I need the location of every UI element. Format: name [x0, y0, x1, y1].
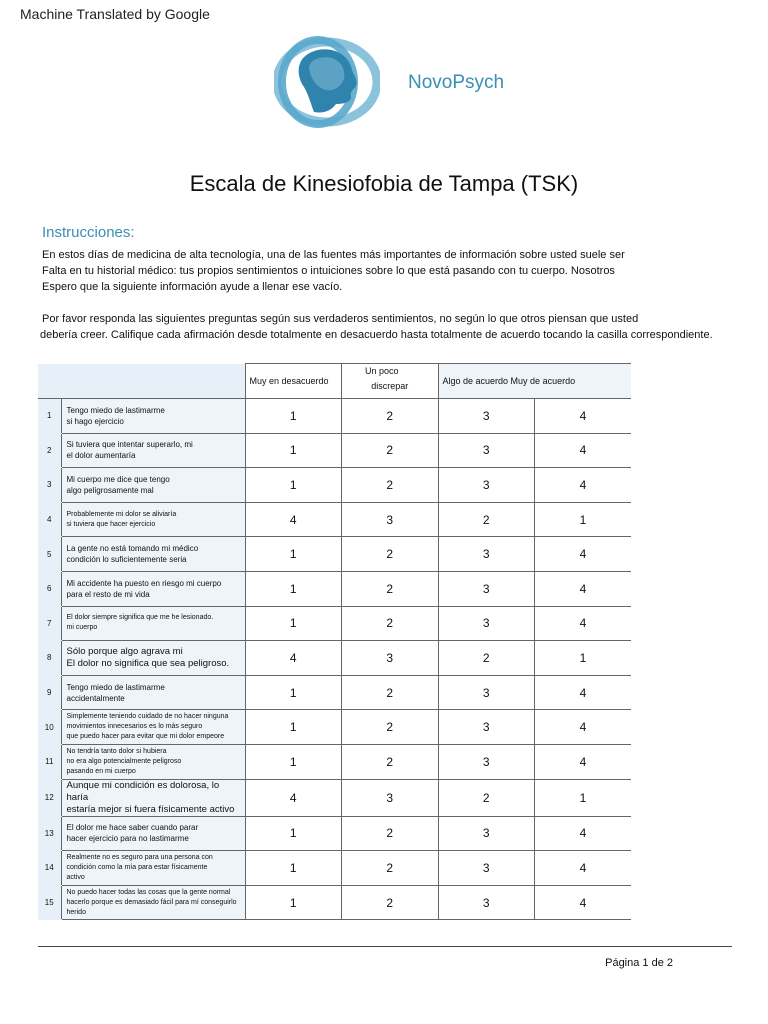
rating-cell[interactable]: 3 [342, 641, 439, 676]
rating-cell[interactable]: 2 [342, 710, 439, 745]
statement-line: mi cuerpo [66, 624, 98, 632]
brand-name: NovoPsych [408, 72, 505, 93]
tsk-rating-table [38, 363, 631, 920]
rating-cell[interactable]: 4 [535, 571, 632, 606]
statement-line: Si tuviera que intentar superarlo, mi [66, 440, 193, 450]
table-header-row [38, 364, 631, 399]
item-number: 12 [38, 779, 61, 816]
rating-cell[interactable]: 1 [535, 779, 632, 816]
rating-cell[interactable]: 3 [438, 399, 535, 434]
paragraph-line: En estos días de medicina de alta tecnología, una de las fuentes más importantes de información sobre usted suele ser [42, 249, 625, 261]
document-title: Escala de Kinesiofobia de Tampa (TSK) [189, 171, 579, 196]
item-number: 6 [38, 571, 61, 606]
statement-line: para el resto de mi vida [66, 589, 150, 599]
rating-cell[interactable]: 4 [535, 816, 632, 851]
statement-line: condición lo suficientemente seria [66, 555, 187, 565]
table-row [38, 571, 631, 606]
rating-cell[interactable]: 3 [438, 710, 535, 745]
table-row [38, 468, 631, 503]
rating-cell[interactable]: 4 [535, 399, 632, 434]
rating-cell[interactable]: 4 [535, 433, 632, 468]
rating-cell[interactable]: 4 [535, 537, 632, 572]
rating-cell[interactable]: 3 [438, 675, 535, 710]
rating-cell[interactable]: 1 [245, 571, 342, 606]
header-line: Un poco [364, 365, 399, 376]
item-statement [61, 433, 245, 468]
statement-line: Probablemente mi dolor se aliviaría [66, 510, 177, 518]
rating-cell[interactable]: 3 [438, 606, 535, 641]
rating-cell[interactable]: 4 [245, 641, 342, 676]
statement-line: El dolor no significa que sea peligroso. [66, 657, 230, 669]
rating-cell[interactable]: 1 [245, 816, 342, 851]
item-number: 13 [38, 816, 61, 851]
footer-divider [38, 946, 732, 947]
statement-line: condición como la mía para estar físicamente [66, 863, 208, 871]
statement-line: Realmente no es seguro para una persona con [66, 853, 213, 861]
rating-cell[interactable]: 3 [438, 744, 535, 779]
item-statement [61, 779, 245, 816]
statement-line: si hago ejercicio [66, 416, 124, 426]
header-line: discrepar [371, 380, 409, 391]
statement-line: hacer ejercicio para no lastimarme [66, 834, 189, 844]
statement-line: movimientos innecesarios es lo más seguro [66, 723, 203, 731]
rating-cell[interactable]: 1 [535, 641, 632, 676]
rating-cell[interactable]: 3 [438, 433, 535, 468]
rating-cell[interactable]: 2 [342, 675, 439, 710]
rating-cell[interactable]: 2 [438, 502, 535, 537]
rating-cell[interactable]: 2 [342, 851, 439, 886]
item-number: 5 [38, 537, 61, 572]
table-row [38, 502, 631, 537]
item-number: 9 [38, 675, 61, 710]
rating-cell[interactable]: 1 [245, 851, 342, 886]
statement-line: que puedo hacer para evitar que mi dolor empeore [66, 733, 225, 741]
page-number: Página 1 de 2 [605, 957, 673, 969]
paragraph-line: Por favor responda las siguientes preguntas según sus verdaderos sentimientos, no según lo que otros piensan que usted [42, 313, 639, 325]
statement-line: Simplemente teniendo cuidado de no hacer ninguna [66, 713, 229, 721]
item-statement [61, 885, 245, 920]
item-statement [61, 502, 245, 537]
instructions-heading: Instrucciones: [42, 224, 135, 241]
rating-cell[interactable]: 1 [245, 433, 342, 468]
rating-cell[interactable]: 1 [245, 744, 342, 779]
item-statement [61, 571, 245, 606]
novopsych-logo-icon [274, 36, 380, 128]
rating-cell[interactable]: 2 [438, 641, 535, 676]
rating-cell[interactable]: 4 [535, 606, 632, 641]
rating-cell[interactable]: 1 [245, 606, 342, 641]
rating-cell[interactable]: 1 [245, 885, 342, 920]
rating-cell[interactable]: 1 [245, 537, 342, 572]
rating-cell[interactable]: 3 [342, 502, 439, 537]
statement-line: Sólo porque algo agrava mi [66, 645, 183, 657]
table-row [38, 885, 631, 920]
item-number: 14 [38, 851, 61, 886]
table-row [38, 641, 631, 676]
rating-cell[interactable]: 2 [342, 571, 439, 606]
statement-line: algo peligrosamente mal [66, 485, 154, 495]
rating-cell[interactable]: 3 [438, 851, 535, 886]
rating-cell[interactable]: 2 [342, 433, 439, 468]
item-number: 4 [38, 502, 61, 537]
item-number: 10 [38, 710, 61, 745]
statement-line: Tengo miedo de lastimarme [66, 405, 165, 415]
item-number: 3 [38, 468, 61, 503]
rating-cell[interactable]: 3 [438, 537, 535, 572]
table-row [38, 537, 631, 572]
item-statement [61, 641, 245, 676]
rating-cell[interactable]: 3 [438, 816, 535, 851]
table-row [38, 851, 631, 886]
header-agree: Algo de acuerdo Muy de acuerdo [438, 364, 631, 399]
statement-line: si tuviera que hacer ejercicio [66, 520, 156, 528]
rating-cell[interactable]: 1 [245, 399, 342, 434]
statement-line: No tendría tanto dolor si hubiera [66, 747, 167, 755]
statement-line: El dolor me hace saber cuando parar [66, 823, 199, 833]
rating-cell[interactable]: 3 [342, 779, 439, 816]
rating-cell[interactable]: 4 [535, 851, 632, 886]
rating-cell[interactable]: 1 [245, 710, 342, 745]
item-statement [61, 744, 245, 779]
item-number: 1 [38, 399, 61, 434]
header-somewhat-disagree [342, 364, 439, 399]
paragraph-line: Falta en tu historial médico: tus propios sentimientos o intuiciones sobre lo que está pasando con tu cuerpo. Nosotros [42, 265, 615, 277]
rating-cell[interactable]: 3 [438, 468, 535, 503]
item-statement [61, 537, 245, 572]
item-number: 15 [38, 885, 61, 920]
header-strongly-disagree: Muy en desacuerdo [245, 364, 342, 399]
rating-cell[interactable]: 1 [245, 675, 342, 710]
table-row [38, 779, 631, 816]
statement-line: estaría mejor si fuera físicamente activo [66, 803, 235, 815]
rating-cell[interactable]: 2 [342, 606, 439, 641]
item-statement [61, 710, 245, 745]
rating-cell[interactable]: 2 [342, 537, 439, 572]
statement-line: accidentalmente [66, 693, 125, 703]
item-statement [61, 675, 245, 710]
table-row [38, 816, 631, 851]
statement-line: No puedo hacer todas las cosas que la gente normal [66, 888, 231, 896]
rating-cell[interactable]: 3 [438, 885, 535, 920]
statement-line: pasando en mi cuerpo [66, 767, 136, 775]
statement-line: activo [66, 873, 85, 881]
item-number: 11 [38, 744, 61, 779]
statement-line: Mi accidente ha puesto en riesgo mi cuerpo [66, 578, 222, 588]
rating-cell[interactable]: 4 [535, 885, 632, 920]
instructions-paragraph-2 [42, 311, 742, 343]
statement-line: Tengo miedo de lastimarme [66, 682, 165, 692]
item-number: 8 [38, 641, 61, 676]
item-statement [61, 606, 245, 641]
item-statement [61, 468, 245, 503]
paragraph-line: debería creer. Califique cada afirmación desde totalmente en desacuerdo hasta totalmente de acuerdo tocando la casilla correspondiente. [40, 329, 713, 341]
rating-cell[interactable]: 3 [438, 571, 535, 606]
statement-line: el dolor aumentaría [66, 451, 136, 461]
rating-cell[interactable]: 4 [245, 779, 342, 816]
item-statement [61, 399, 245, 434]
table-row [38, 710, 631, 745]
rating-cell[interactable]: 2 [342, 885, 439, 920]
item-number: 7 [38, 606, 61, 641]
rating-cell[interactable]: 4 [535, 710, 632, 745]
rating-cell[interactable]: 4 [535, 744, 632, 779]
statement-line: El dolor siempre significa que me he lesionado. [66, 614, 214, 622]
header-blank [38, 364, 61, 399]
item-statement [61, 851, 245, 886]
table-row [38, 399, 631, 434]
rating-cell[interactable]: 4 [245, 502, 342, 537]
paragraph-line: Espero que la siguiente información ayude a llenar ese vacío. [42, 281, 343, 293]
rating-cell[interactable]: 2 [342, 468, 439, 503]
header-blank [61, 364, 245, 399]
rating-cell[interactable]: 4 [535, 675, 632, 710]
rating-cell[interactable]: 2 [342, 399, 439, 434]
table-row [38, 433, 631, 468]
table-row [38, 744, 631, 779]
statement-line: no era algo potencialmente peligroso [66, 757, 182, 765]
rating-cell[interactable]: 2 [438, 779, 535, 816]
table-row [38, 606, 631, 641]
instructions-paragraph-1 [42, 247, 742, 295]
rating-cell[interactable]: 2 [342, 744, 439, 779]
rating-cell[interactable]: 1 [245, 468, 342, 503]
rating-cell[interactable]: 1 [535, 502, 632, 537]
statement-line: herido [66, 908, 86, 916]
table-row [38, 675, 631, 710]
statement-line: hacerlo porque es demasiado fácil para mí conseguirlo [66, 898, 237, 906]
rating-cell[interactable]: 2 [342, 816, 439, 851]
item-statement [61, 816, 245, 851]
statement-line: La gente no está tomando mi médico [66, 544, 199, 554]
machine-translation-note: Machine Translated by Google [20, 6, 210, 22]
statement-line: Aunque mi condición es dolorosa, lo haría [66, 779, 220, 803]
item-number: 2 [38, 433, 61, 468]
statement-line: Mi cuerpo me dice que tengo [66, 474, 170, 484]
rating-cell[interactable]: 4 [535, 468, 632, 503]
